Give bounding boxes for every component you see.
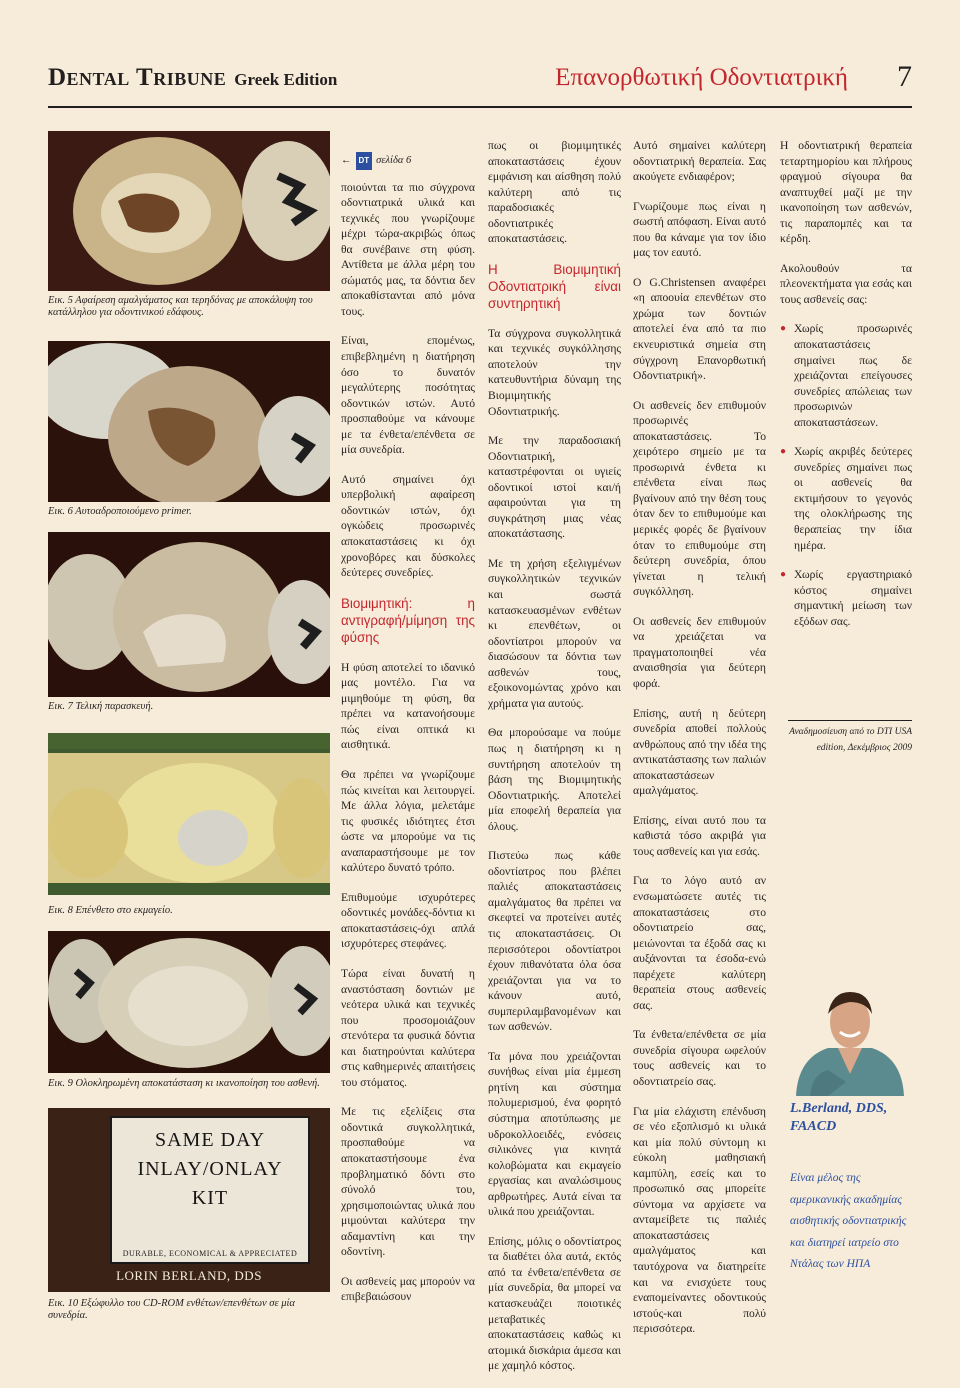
cd-title-line-1: SAME DAY xyxy=(154,1129,266,1151)
dt-badge: DT xyxy=(356,152,373,170)
paragraph: Επιθυμούμε ισχυρότερες οδοντικές μονάδες-δόντια κι αποκαταστάσεις-όχι απλά ισχυρότερες στεφάνες. xyxy=(341,890,475,951)
paragraph: Θα μπορούσαμε να πούμε πως η διατήρηση κι η συντήρηση αποτελούν τη βάση της Βιομιμητικής Οδοντιατρικής. Αποτελεί μία εποφελή θεραπεία για όλους. xyxy=(488,726,621,833)
paragraph: Επίσης, αυτή η δεύτερη συνεδρία αποθεί πολλούς ανθρώπους από την ιδέα της αντικατάστασης των παλιών αποκαταστάσεων αμαλγάματος. xyxy=(633,706,766,798)
paragraph: Ο G.Christensen αναφέρει «η αποουία επενθέτων στο χρώμα των δοντιών αποτελεί ένα από τα πιο εκνευριστικά σημεία στη σύγχρονη Επανορθωτική Οδοντιατρική». xyxy=(633,275,766,383)
continued-from-ref xyxy=(341,152,475,170)
paragraph: Αυτό σημαίνει καλύτερη οδοντιατρική θεραπεία. Σας ακούγετε ενδιαφέρον; xyxy=(633,139,766,184)
paragraph: Ακολουθούν τα πλεονεκτήματα για εσάς και τους ασθενείς σας: xyxy=(780,261,912,306)
figure-5-caption: Εικ. 5 Αφαίρεση αμαλγάματος και τερηδόνας με αποκάλυψη του κατάλληλου για οδοντινικού εδάφους. xyxy=(48,295,313,318)
paragraph: Αυτό σημαίνει όχι υπερβολική αφαίρεση οδοντικών ιστών, όχι ογκώδεις προσωρινές αποκαταστάσεις κι όχι χρονοβόρες και δύσκολες δεύτερες συνεδρίες. xyxy=(341,472,475,580)
list-item: ● Χωρίς ακριβές δεύτερες συνεδρίες σημαίνει πως οι ασθενείς θα εκτιμήσουν το γεγονός της ολοκλήρωσης της θεραπείας την ίδια ημέρα. xyxy=(780,444,912,553)
article-column-5 xyxy=(780,138,912,643)
figure-7-photo xyxy=(48,532,330,697)
ref-page-text: σελίδα 6 xyxy=(376,155,412,166)
paragraph: Τα ένθετα/επένθετα σε μία συνεδρία σίγουρα ωφελούν τους ασθενείς και το οδοντιατρείο σας. xyxy=(633,1028,766,1088)
cd-cover-author: LORIN BERLAND, DDS xyxy=(116,1268,262,1283)
credit-line-2: edition, Δεκέμβριος 2009 xyxy=(816,743,912,753)
author-bio: Είναι μέλος της αμερικανικής ακαδημίας αισθητικής οδοντιατρικής και διατηρεί ιατρείο στο Ντάλας των ΗΠΑ xyxy=(790,1172,907,1270)
figure-10-cd-cover xyxy=(48,1108,330,1292)
paragraph: Με τη χρήση εξελιγμένων συγκολλητικών τεχνικών και σωστά κατασκευασμένων ενθέτων κι επενθέτων, οι οδοντίατροι μπορούν να διασώσουν τα δόντια των ασθενών τους, εξοικονομώντας χρόνο και χρήματα για αυτούς. xyxy=(488,556,621,710)
credit-line-1: Αναδημοσίευση από το DTI USA xyxy=(789,727,912,737)
paragraph: Οι ασθενείς μας μπορούν να επιβεβαιώσουν xyxy=(341,1274,475,1304)
section-title: Επανορθωτική Οδοντιατρική xyxy=(555,64,848,91)
paragraph: Τώρα είναι δυνατή η αναστόσταση δοντιών με νεότερα υλικά και τεχνικές που προσομοιάζουν στενότερα τα φυσικά δόντια και διατηρούνται καλύτερα στις καθημερινές απαιτήσεις του στόματος. xyxy=(341,966,475,1089)
paragraph: Γνωρίζουμε πως είναι η σωστή απόφαση. Είναι αυτό που θα κάναμε για τον ίδιο μας τον εαυτό. xyxy=(633,199,766,260)
author-name: L.Berland, DDS, FAACD xyxy=(790,1101,888,1134)
edition-label: Greek Edition xyxy=(234,70,338,89)
cd-title-line-3: KIT xyxy=(191,1187,229,1209)
paragraph: ποιούνται τα πιο σύγχρονα οδοντιατρικά υλικά και τεχνικές που γνωρίζουμε μέχρι τώρα-ακριβώς όπως θα συνέβαινε στη φύση. Αντίθετα με άλλα μέρη του σώματός μας, τα δόντια δεν αποκαθίστανται από μόνα τους. xyxy=(341,180,475,318)
credit-divider xyxy=(788,720,912,721)
figure-7-caption: Εικ. 7 Τελική παρασκευή. xyxy=(48,701,154,712)
paragraph: Θα πρέπει να γνωρίζουμε πώς κινείται και λειτουργεί. Με άλλα λόγια, μελετάμε τις φυσικές ιδιότητες έτσι ώστε να μπορούμε να τις αναπαραστήσουμε με τον καλύτερο δυνατό τρόπο. xyxy=(341,767,475,875)
paragraph: Πιστεύω πως κάθε οδοντίατρος που βλέπει παλιές αποκαταστάσεις αμαλγάματος θα πρέπει να σκεφτεί να προτείνει αυτές τις αποκαταστάσεις. Οι περισσότεροι οδοντίατροι έχουν πιθανότατα όλα όσα χρειάζονται για να το κάνουν αυτό, συμπεριλαμβανομένων και των ασθενών. xyxy=(488,849,621,1034)
paragraph: Η οδοντιατρική θεραπεία τεταρτημορίου και πλήρους φραγμού σίγουρα θα αναπτυχθεί μαζί με την ικανοποίηση των ασθενών, τις παραπομπές και τα κέρδη. xyxy=(780,139,912,246)
figure-5-photo xyxy=(48,131,330,291)
paragraph: Για το λόγο αυτό αν ενσωματώσετε αυτές τις αποκαταστάσεις στο οδοντιατρείο σας, μειώνονται τα έξοδά σας κι αυξάνονται τα έσοδα-ενώ παρέχετε καλύτερη θεραπεία στους ασθενείς σας. xyxy=(633,874,766,1012)
article-column-3 xyxy=(488,138,621,1388)
masthead xyxy=(48,62,912,104)
figure-6-caption: Εικ. 6 Αυτοαδροποιούμενο primer. xyxy=(48,506,192,517)
figure-8-photo xyxy=(48,733,330,895)
cd-cover-panel xyxy=(110,1116,310,1264)
page-number: 7 xyxy=(897,60,912,93)
advantages-list xyxy=(780,321,912,629)
paragraph: Τα μόνα που χρειάζονται συνήθως είναι μία έμμεση ρητίνη και σύστημα πολυμερισμού, ένα φορητό σύστημα αποτύπωσης με υδροκολλοειδές, ενόσεις σιλικόνες για κινητά κολοβώματα και εκμαγείο εργασίας και αναλώσιμους αρθρωτήρες. Αυτά είναι τα υλικά που χρειάζονται. xyxy=(488,1049,621,1219)
figure-6-photo xyxy=(48,341,330,502)
paragraph: Επίσης, είναι αυτό που τα καθιστά τόσο ακριβά για τους ασθενείς και για εσάς. xyxy=(633,813,766,858)
cd-cover-tagline: DURABLE, ECONOMICAL & APPRECIATED xyxy=(122,1249,298,1258)
figure-9-photo xyxy=(48,931,330,1073)
paragraph: Τα σύγχρονα συγκολλητικά και τεχνικές συγκόλλησης αποτελούν την κατευθυντήρια δύναμη της Βιομιμητικής Οδοντιατρικής. xyxy=(488,326,621,418)
figure-10-caption: Εικ. 10 Εξώφυλλο του CD-ROM ενθέτων/επενθέτων σε μία συνεδρία. xyxy=(48,1298,295,1321)
cd-title-line-2: INLAY/ONLAY xyxy=(137,1158,283,1180)
cd-cover-title xyxy=(112,1126,308,1213)
figure-8-caption: Εικ. 8 Επένθετο στο εκμαγείο. xyxy=(48,905,173,916)
author-portrait xyxy=(788,978,912,1096)
list-item: ● Χωρίς εργαστηριακό κόστος σημαίνει σημαντική μείωση των εξόδων σας. xyxy=(780,567,912,629)
arrow-left-icon: ← xyxy=(341,155,352,166)
header-rule xyxy=(48,106,912,108)
paragraph: Επίσης, μόλις ο οδοντίατρος τα διαθέτει όλα αυτά, εκτός από τα ένθετα/επένθετα σε μία συνεδρία, θα μπορεί να κατασκευάζει ποιοτικές μεταβατικές αποκαταστάσεις καθώς κι ατομικά δισκάρια άμεσα και με χαμηλό κόστος. xyxy=(488,1234,621,1373)
paragraph: Οι ασθενείς δεν επιθυμούν προσωρινές αποκαταστάσεις. Το χειρότερο σημείο με τα προσωρινά ένθετα κι επένθετα είναι πως βγαίνουν από την θέση τους όταν δεν το επιθυμούμε και μερικές φορές δε βγαίνουν όταν το επιθυμούμε στη δεύτερη συνεδρία, όπου γίνεται η τελική συγκόλληση. xyxy=(633,398,766,599)
paragraph: Είναι, επομένως, επιβεβλημένη η διατήρηση όσο το δυνατόν μεγαλύτερης ποσότητας οδοντικών ιστών. Αυτό προσπαθούμε να κάνουμε με τα ένθετα/επένθετα σε μία συνεδρία. xyxy=(341,334,475,457)
list-item: ● Χωρίς προσωρινές αποκαταστάσεις σημαίνει πως δε χρειάζονται επείγουσες συνεδρίες απώλειας των προσωρινών αποκαταστάσεων. xyxy=(780,321,912,430)
paragraph: Οι ασθενείς δεν επιθυμούν να χρειάζεται να πραγματοποιηθεί νέα αναισθησία για δεύτερη φορά. xyxy=(633,614,766,690)
publication-name xyxy=(48,64,337,92)
subheading: Η Βιομιμητική Οδοντιατρική είναι συντηρητική xyxy=(488,261,621,311)
republication-credit xyxy=(788,724,912,756)
paragraph: Η φύση αποτελεί το ιδανικό μας μοντέλο. Για να μιμηθούμε τη φύση, θα πρέπει να κατανοήσουμε πώς είναι οπτικά κι αισθητικά. xyxy=(341,660,475,752)
subheading: Βιομιμητική: η αντιγραφή/μίμηση της φύσης xyxy=(341,595,475,645)
figure-9-caption: Εικ. 9 Ολοκληρωμένη αποκατάσταση κι ικανοποίηση του ασθενή. xyxy=(48,1078,320,1089)
paragraph: πως οι βιομιμητικές αποκαταστάσεις έχουν εμφάνιση και αίσθηση πολύ καλύτερη από τις παραδοσιακές οδοντιατρικές αποκαταστάσεις. xyxy=(488,139,621,246)
paragraph: Για μία ελάχιστη επένδυση σε νέο εξοπλισμό κι υλικά και μία πολύ σύντομη κι εύκολη μαθησιακή καμπύλη, εσείς και το προσωπικό σας μπορείτε σύντομα να αρχίσετε να ανταμείβετε τις παλιές αποκαταστάσεις αμαλγάματος και ταυτόχρονα να διατηρείτε και να ενισχύετε τους εναπομείναντες οδοντικούς ιστούς-και πολύ περισσότερα. xyxy=(633,1104,766,1336)
brand-name: Dental Tribune xyxy=(48,64,227,91)
article-column-4 xyxy=(633,138,766,1351)
article-column-2 xyxy=(341,152,475,1319)
paragraph: Με τις εξελίξεις στα οδοντικά συγκολλητικά, προσπαθούμε να αποκαταστήσουμε ένα προβληματικό δόντι στο σύνολό του, χρησιμοποιώντας υλικά που μιμούνται καλύτερα την αδαμαντίνη και την οδοντίνη. xyxy=(341,1105,475,1259)
paragraph: Με την παραδοσιακή Οδοντιατρική, καταστρέφονται οι υγιείς οδοντικοί ιστοί και/ή αφαιρούνται για τη συγκράτηση μιας νέας αποκατάστασης. xyxy=(488,434,621,541)
